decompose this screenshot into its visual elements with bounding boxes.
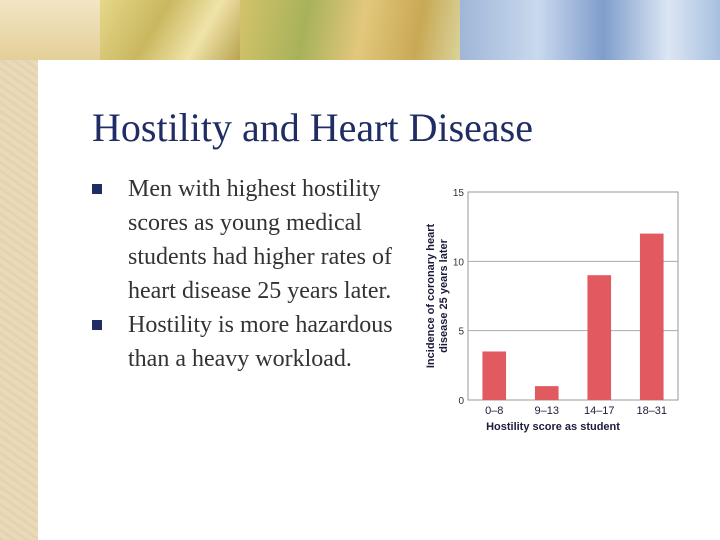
bar bbox=[587, 275, 611, 400]
bullet-text: Men with highest hostility scores as young medical students had higher rates of heart disease 25 years later. bbox=[128, 176, 392, 304]
x-tick-label: 14–17 bbox=[583, 405, 615, 417]
y-tick-label: 10 bbox=[452, 257, 464, 269]
bar bbox=[640, 234, 664, 400]
bullet-text: Hostility is more hazardous than a heavy workload. bbox=[128, 312, 393, 372]
x-tick-label: 0–8 bbox=[485, 405, 504, 417]
slide-title: Hostility and Heart Disease bbox=[92, 105, 533, 150]
x-tick-label: 18–31 bbox=[636, 405, 668, 417]
y-tick-label: 0 bbox=[458, 396, 464, 407]
bar-chart bbox=[420, 180, 690, 440]
bullet-item bbox=[92, 172, 412, 308]
bar bbox=[535, 386, 559, 400]
y-tick-label: 15 bbox=[452, 188, 464, 199]
bullet-item bbox=[92, 308, 412, 376]
y-tick-label: 5 bbox=[458, 326, 464, 338]
decorative-banner bbox=[0, 0, 720, 60]
x-tick-label: 9–13 bbox=[534, 405, 559, 417]
x-axis-label: Hostility score as student bbox=[486, 421, 620, 433]
bar-chart-svg bbox=[420, 180, 690, 440]
square-bullet-icon bbox=[92, 320, 102, 330]
bar bbox=[482, 351, 506, 400]
square-bullet-icon bbox=[92, 184, 102, 194]
y-axis-label: Incidence of coronary heartdisease 25 years later bbox=[425, 223, 450, 369]
bullet-list bbox=[92, 172, 412, 376]
